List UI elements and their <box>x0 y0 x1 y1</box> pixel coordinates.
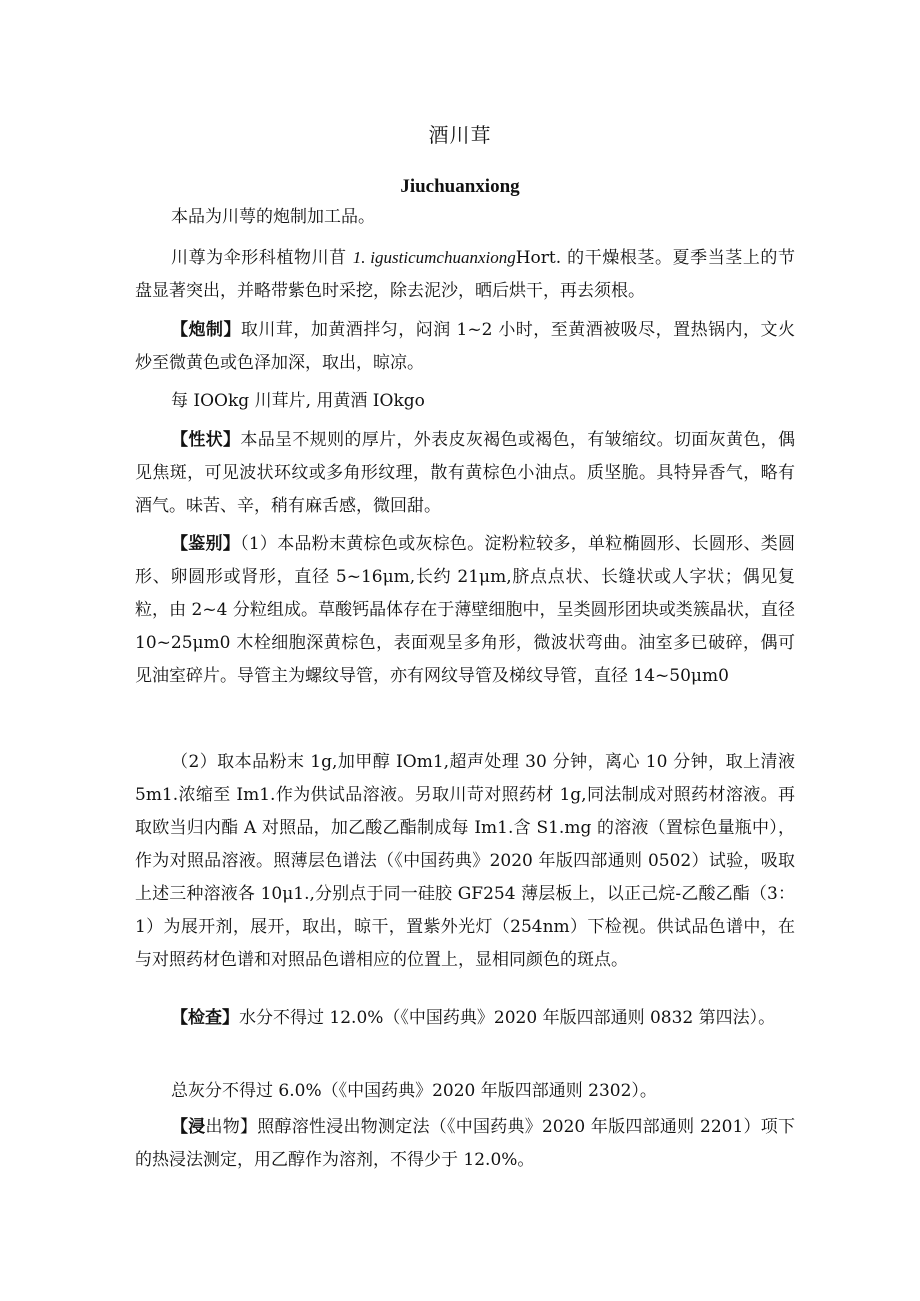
character-label: 【性状】 <box>171 430 241 450</box>
character-text: 本品呈不规则的厚片，外表皮灰褐色或褐色，有皱缩纹。切面灰黄色，偶见焦斑，可见波状环纹或多角形纹理，散有黄棕色小油点。质坚脆。具特异香气，略有酒气。味苦、辛，稍有麻舌感，微回甜。 <box>135 430 796 516</box>
identification-text-1: （1）本品粉末黄棕色或灰棕色。淀粉粒较多，单粒椭圆形、长圆形、类圆形、卵圆形或肾形，直径 5~16μm,长约 21μm,脐点点状、长缝状或人字状；偶见复粒，由 2~4 分粒组成。草酸钙晶体存在于薄壁细胞中，呈类圆形团块或类簇晶状，直径 10~25μm0 木栓细胞深黄棕色，表面观呈多角形，微波状弯曲。油室多已破碎，偶可见油室碎片。导管主为螺纹导管，亦有网纹导管及梯纹导管，直径 14~50μm0 <box>135 534 795 686</box>
extract-label-bold: 【浸 <box>171 1117 206 1137</box>
identification-label: 【鉴别】 <box>171 534 241 554</box>
identification-paragraph-1 <box>135 528 795 693</box>
latin-name: 1. igusticumchuanxiong <box>352 248 516 267</box>
processing-label: 【炮制】 <box>171 320 241 340</box>
inspection-text: 水分不得过 12.0%（《中国药典》2020 年版四部通则 0832 第四法）。 <box>239 1008 776 1028</box>
pinyin-title: Jiuchuanxiong <box>400 176 520 197</box>
processing-text: 取川茸，加黄酒拌匀，闷润 1~2 小时，至黄酒被吸尽，置热锅内，文火炒至微黄色或色泽加深，取出，晾凉。 <box>135 320 795 373</box>
ash-paragraph: 总灰分不得过 6.0%（《中国药典》2020 年版四部通则 2302）。 <box>171 1081 657 1101</box>
page-title: 酒川茸 <box>428 123 492 147</box>
intro-paragraph: 本品为川萼的炮制加工品。 <box>171 207 375 227</box>
extract-text: 照醇溶性浸出物测定法（《中国药典》2020 年版四部通则 2201）项下的热浸法测定，用乙醇作为溶剂，不得少于 12.0%。 <box>135 1117 796 1170</box>
processing-paragraph <box>135 314 795 380</box>
inspection-paragraph <box>135 1002 795 1035</box>
source-text-b: Hort. 的干燥根茎。夏季当茎上的节盘显著突出，并略带紫色时采挖，除去泥沙，晒后烘干，再去须根。 <box>135 248 796 301</box>
source-text-a: 川尊为伞形科植物川苜 <box>171 248 353 268</box>
identification-paragraph-2: （2）取本品粉末 1g,加甲醇 IOm1,超声处理 30 分钟，离心 10 分钟，取上清液 5m1.浓缩至 Im1.作为供试品溶液。另取川苛对照药材 1g,同法制成对照药材溶液。再取欧当归内酯 A 对照品，加乙酸乙酯制成每 Im1.含 S1.mg 的溶液（置棕色量瓶中），作为对照品溶液。照薄层色谱法（《中国药典》2020 年版四部通则 0502）试验，吸取上述三种溶液各 10μ1.,分别点于同一硅胶 GF254 薄层板上，以正己烷-乙酸乙酯（3：1）为展开剂，展开，取出，晾干，置紫外光灯（254nm）下检视。供试品色谱中，在与对照药材色谱和对照品色谱相应的位置上，显相同颜色的斑点。 <box>135 752 795 970</box>
character-paragraph <box>135 424 795 523</box>
inspection-label: 【检查】 <box>171 1008 239 1028</box>
source-paragraph <box>135 241 795 308</box>
extract-label-rest: 出物】 <box>205 1117 258 1137</box>
dosage-paragraph: 每 IOOkg 川茸片, 用黄酒 IOkgo <box>171 391 425 411</box>
extract-paragraph <box>135 1111 795 1177</box>
